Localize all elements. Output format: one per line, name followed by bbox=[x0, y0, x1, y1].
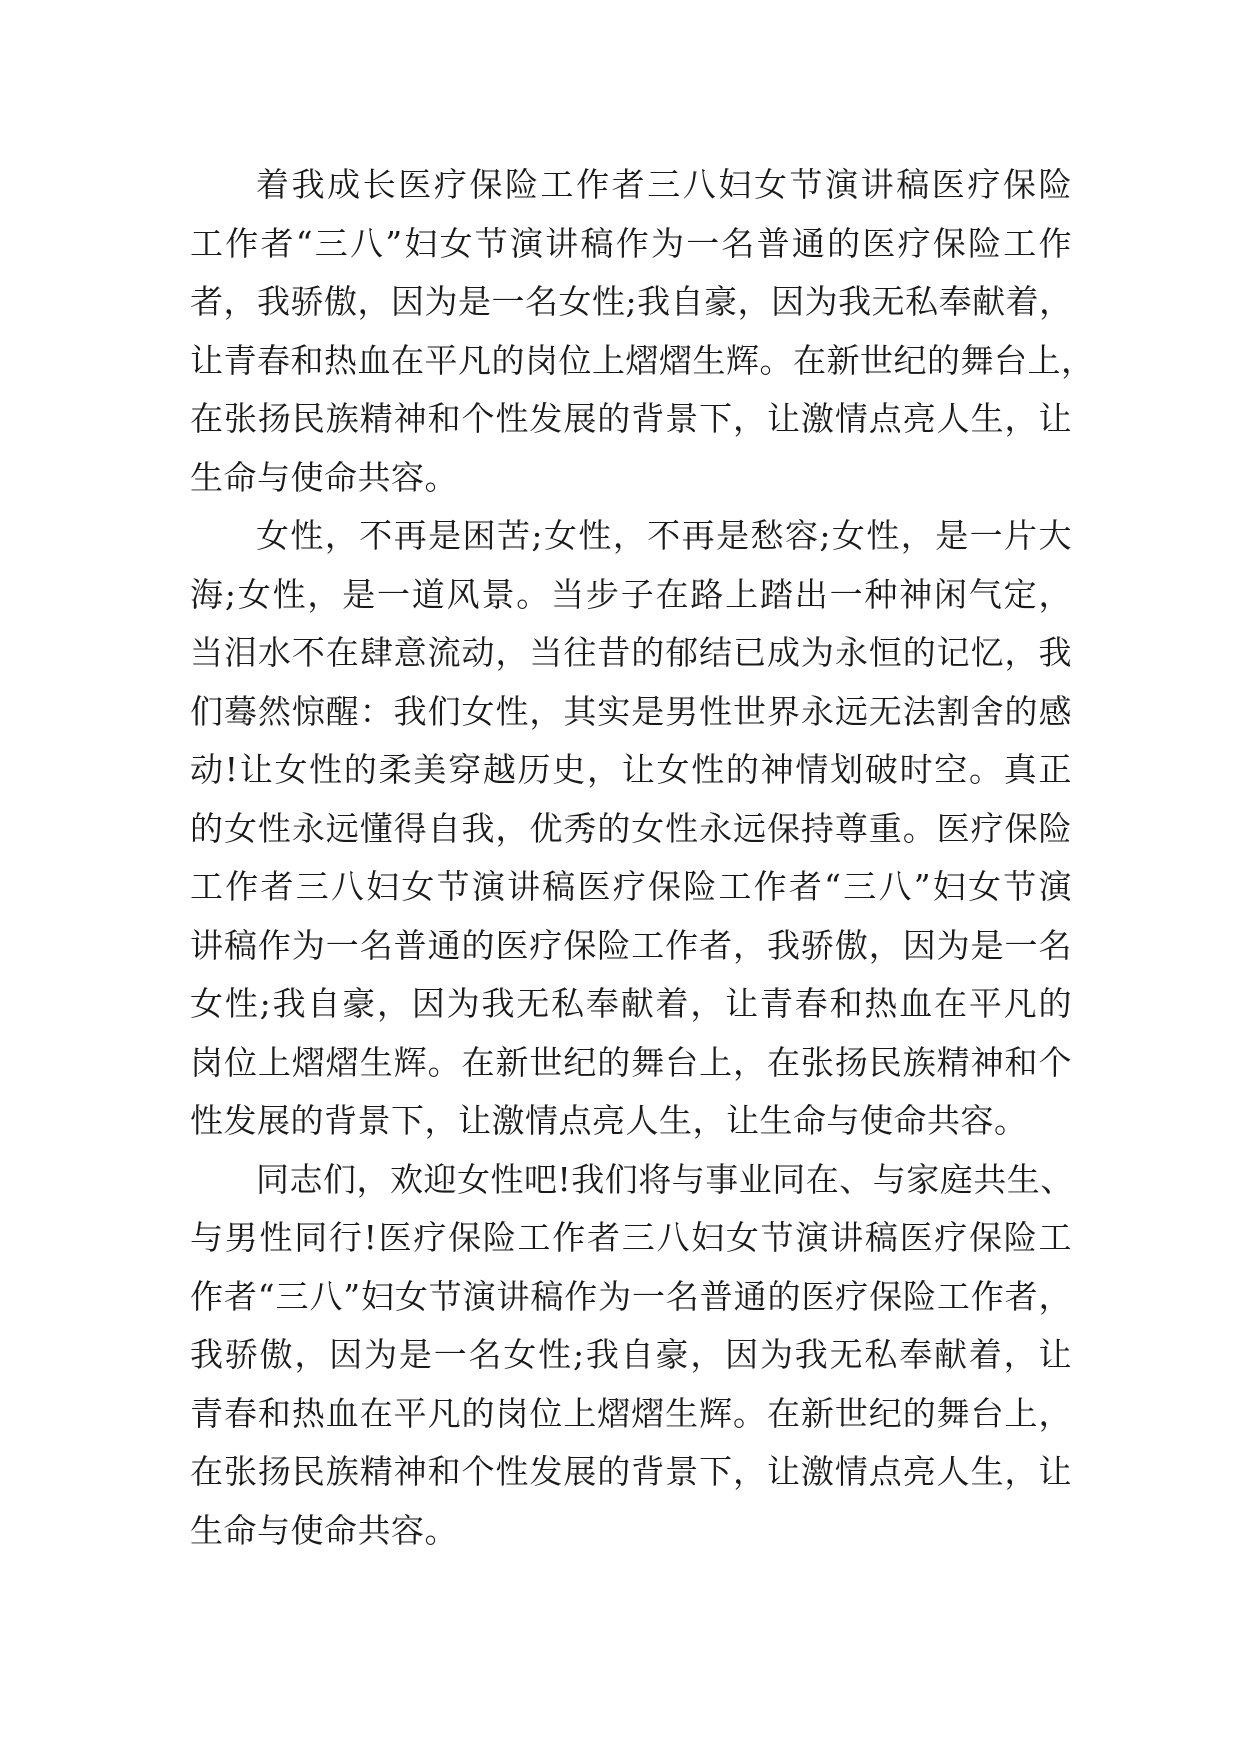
text-line: 们蓦然惊醒：我们女性，其实是男性世界永远无法割舍的感 bbox=[190, 691, 1072, 731]
text-line: 我骄傲，因为是一名女性;我自豪，因为我无私奉献着，让 bbox=[190, 1335, 1072, 1374]
text-line: 女性;我自豪，因为我无私奉献着，让青春和热血在平凡的 bbox=[190, 984, 1072, 1023]
text-line: 作者“三八”妇女节演讲稿作为一名普通的医疗保险工作者， bbox=[190, 1276, 1072, 1316]
text-line: 生命与使命共容。 bbox=[190, 1510, 458, 1550]
text-line: 青春和热血在平凡的岗位上熠熠生辉。在新世纪的舞台上， bbox=[190, 1393, 1072, 1433]
text-line: 讲稿作为一名普通的医疗保险工作者，我骄傲，因为是一名 bbox=[190, 925, 1072, 965]
text-line: 海;女性，是一道风景。当步子在路上踏出一种神闲气定， bbox=[190, 574, 1072, 614]
text-line: 生命与使命共容。 bbox=[190, 457, 458, 497]
text-line: 在张扬民族精神和个性发展的背景下，让激情点亮人生，让 bbox=[190, 1452, 1072, 1491]
text-line: 让青春和热血在平凡的岗位上熠熠生辉。在新世纪的舞台上， bbox=[190, 340, 1095, 380]
text-line: 女性，不再是困苦;女性，不再是愁容;女性，是一片大 bbox=[256, 516, 1072, 555]
text-line: 工作者“三八”妇女节演讲稿作为一名普通的医疗保险工作 bbox=[190, 223, 1072, 263]
text-line: 者，我骄傲，因为是一名女性;我自豪，因为我无私奉献着， bbox=[190, 282, 1073, 321]
text-line: 着我成长医疗保险工作者三八妇女节演讲稿医疗保险 bbox=[256, 165, 1072, 204]
paragraph-2 bbox=[190, 507, 1072, 1151]
paragraph-3 bbox=[190, 1151, 1072, 1561]
paragraph-1 bbox=[190, 156, 1095, 507]
text-line: 同志们，欢迎女性吧!我们将与事业同在、与家庭共生、 bbox=[256, 1159, 1074, 1199]
text-line: 性发展的背景下，让激情点亮人生，让生命与使命共容。 bbox=[190, 1101, 1028, 1140]
text-line: 工作者三八妇女节演讲稿医疗保险工作者“三八”妇女节演 bbox=[190, 867, 1072, 906]
text-line: 岗位上熠熠生辉。在新世纪的舞台上，在张扬民族精神和个 bbox=[190, 1042, 1072, 1082]
text-line: 与男性同行!医疗保险工作者三八妇女节演讲稿医疗保险工 bbox=[190, 1218, 1072, 1257]
text-line: 当泪水不在肆意流动，当往昔的郁结已成为永恒的记忆，我 bbox=[190, 633, 1072, 672]
text-line: 的女性永远懂得自我，优秀的女性永远保持尊重。医疗保险 bbox=[190, 808, 1072, 848]
text-line: 在张扬民族精神和个性发展的背景下，让激情点亮人生，让 bbox=[190, 399, 1072, 438]
document-body bbox=[190, 156, 1095, 1560]
text-line: 动!让女性的柔美穿越历史，让女性的神情划破时空。真正 bbox=[190, 750, 1072, 789]
